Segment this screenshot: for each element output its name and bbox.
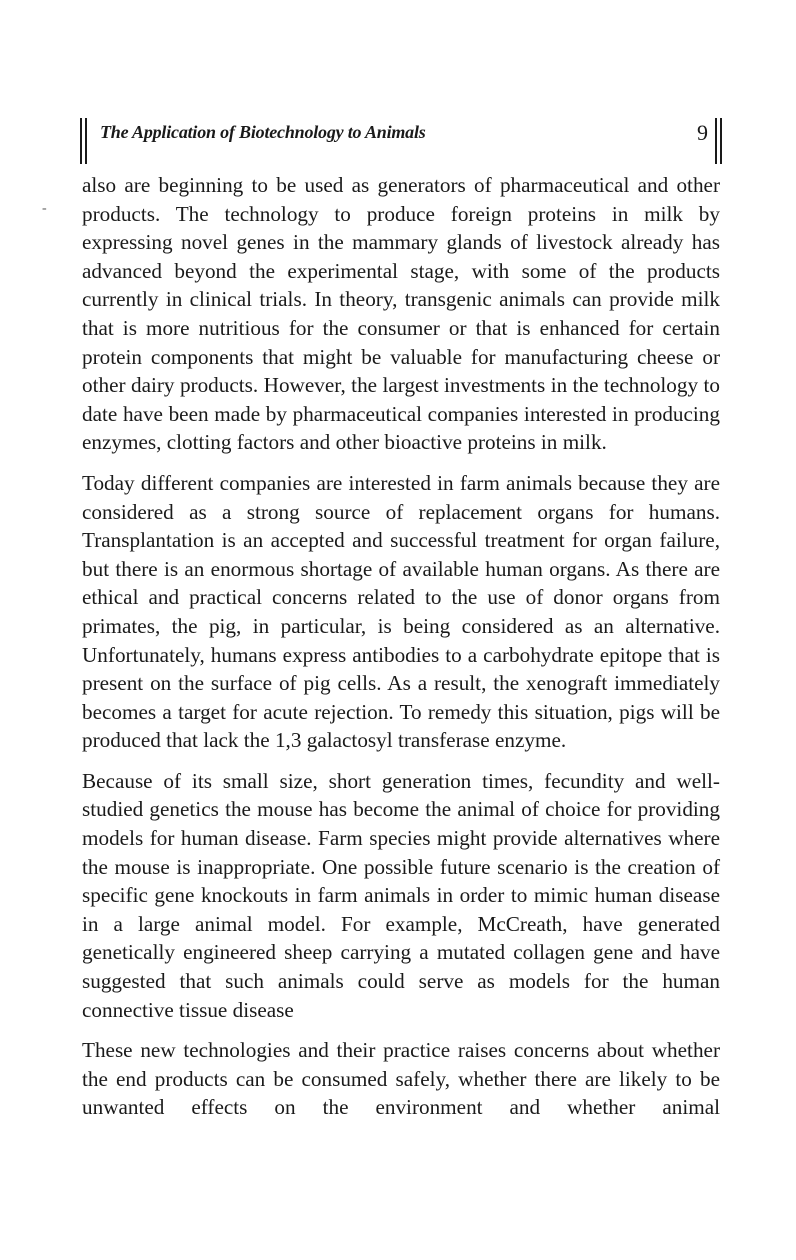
header-right-rule-inner [715,118,717,164]
header-left-rule [80,118,82,164]
page-number: 9 [697,120,708,145]
paragraph: These new technologies and their practice raises concerns about whether the end products can be consumed safely, whether there are likely to be unwanted effects on the environment and whether animal [82,1038,720,1120]
paragraph: also are beginning to be used as generators of pharmaceutical and other products. The technology to produce foreign proteins in milk by expressing novel genes in the mammary glands of livestock already has advanced beyond the experimental stage, with some of the products currently in clinical trials. In theory, transgenic animals can provide milk that is more nutritious for the consumer or that is enhanced for certain protein components that might be valuable for manufacturing cheese or other dairy products. However, the largest investments in the technology to date have been made by pharmaceutical companies interested in producing enzymes, clotting factors and other bioactive proteins in milk. [82,173,720,455]
header-right-rule [720,118,722,164]
body-text [82,171,720,1134]
paragraph: Today different companies are interested in farm animals because they are considered as a strong source of replacement organs for humans. Transplantation is an accepted and successful treatment for organ failure, but there is an enormous shortage of available human organs. As there are ethical and practical concerns related to the use of donor organs from primates, the pig, in particular, is being considered as an alternative. Unfortunately, humans express antibodies to a carbohydrate epitope that is present on the surface of pig cells. As a result, the xenograft immediately becomes a target for acute rejection. To remedy this situation, pigs will be produced that lack the 1,3 galactosyl transferase enzyme. [82,470,720,753]
paragraph: Because of its small size, short generation times, fecundity and well-studied genetics the mouse has become the animal of choice for providing models for human disease. Farm species might provide alternatives where the mouse is inappropriate. One possible future scenario is the creation of specific gene knockouts in farm animals in order to mimic human disease in a large animal model. For example, McCreath, have generated genetically engineered sheep carrying a mutated collagen gene and have suggested that such animals could serve as models for the human connective tissue disease [82,768,720,1022]
running-header [80,118,722,164]
margin-mark: - [42,201,47,216]
header-left-rule-inner [85,118,87,164]
running-title: The Application of Biotechnology to Animals [100,122,426,142]
